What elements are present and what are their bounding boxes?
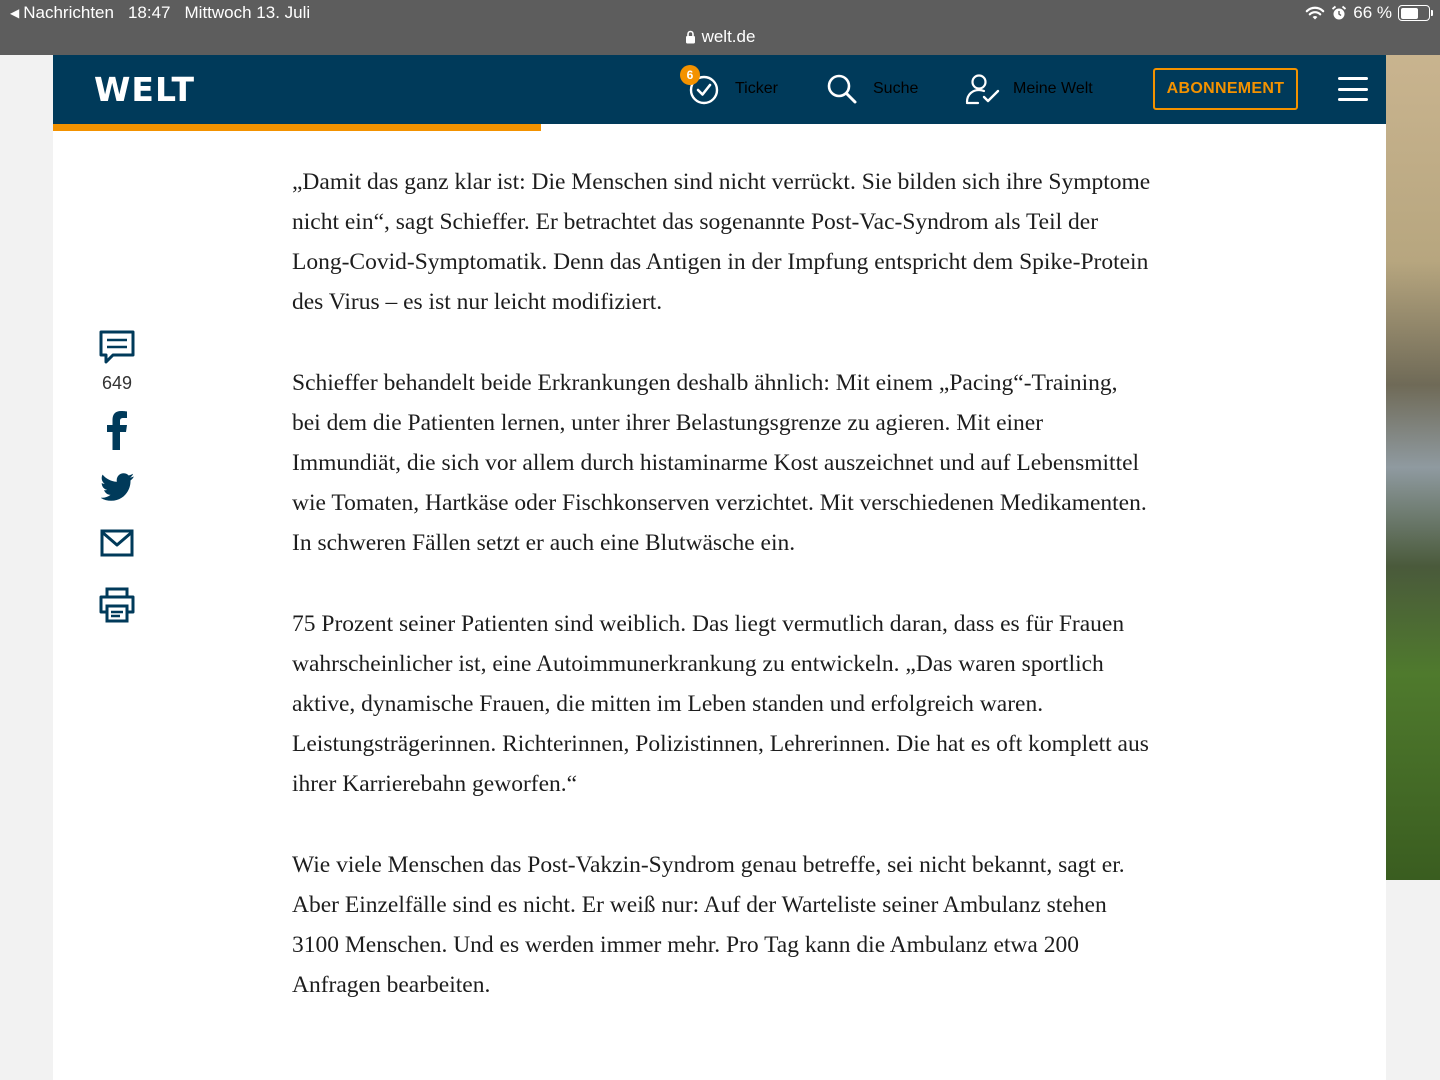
search-icon (825, 72, 859, 106)
my-account-button[interactable] (965, 67, 1093, 111)
article-body (292, 162, 1152, 1046)
lock-icon (685, 30, 696, 44)
search-label: Suche (873, 80, 919, 97)
status-time: 18:47 (127, 3, 171, 22)
reading-progress-bar (53, 124, 1386, 131)
twitter-icon[interactable] (101, 473, 135, 503)
comment-count[interactable]: 649 (101, 373, 133, 393)
battery-percent: 66 % (1353, 3, 1392, 22)
ios-status-bar (0, 0, 1440, 55)
user-check-icon (965, 72, 999, 106)
ticker-badge: 6 (680, 65, 700, 85)
ticker-label: Ticker (735, 80, 778, 97)
back-to-app-link[interactable]: Nachrichten (23, 3, 114, 22)
battery-icon (1398, 5, 1430, 21)
email-icon[interactable] (100, 529, 134, 557)
site-header (53, 55, 1386, 124)
article-paragraph: „Damit das ganz klar ist: Die Menschen sind nicht verrückt. Sie bilden sich ihre Symptome nicht ein“, sagt Schieffer. Er betrachtet das sogenannte Post-Vac-Syndrom als Teil der Long-Covid-Symptomatik. Denn das Antigen in der Impfung entspricht dem Spike-Protein des Virus – es ist nur leicht modifiziert. (292, 169, 1151, 315)
alarm-icon (1331, 5, 1347, 21)
battery-level (1401, 8, 1419, 19)
ticker-button[interactable] (687, 67, 778, 111)
print-icon[interactable] (98, 586, 136, 624)
background-photo (1386, 55, 1440, 880)
hamburger-menu-icon[interactable] (1338, 75, 1368, 103)
status-left (10, 3, 310, 23)
web-page (53, 55, 1386, 1080)
facebook-icon[interactable] (101, 410, 133, 450)
subscribe-button[interactable]: ABONNEMENT (1153, 68, 1298, 110)
clock-check-icon (686, 68, 721, 106)
comment-icon[interactable] (97, 328, 137, 368)
status-right (1305, 3, 1430, 23)
account-label: Meine Welt (1013, 80, 1093, 97)
address-bar[interactable] (0, 27, 1440, 47)
url-text[interactable]: welt.de (701, 27, 756, 46)
status-date: Mittwoch 13. Juli (184, 3, 311, 22)
article-paragraph: Schieffer behandelt beide Erkrankungen deshalb ähnlich: Mit einem „Pacing“-Training, bei dem die Patienten lernen, unter ihrer Belastungsgrenze zu agieren. Mit einer Immundiät, die sich vor allem durch histaminarme Kost auszeichnet und auf Lebensmittel wie Tomaten, Hartkäse oder Fischkonserven verzichtet. Mit verschiedenen Medikamenten. In schweren Fällen setzt er auch eine Blutwäsche ein. (292, 370, 1147, 556)
wifi-icon (1305, 5, 1325, 21)
back-arrow-icon[interactable]: ◀ (10, 6, 20, 20)
site-logo[interactable]: WELT (94, 70, 196, 109)
article-paragraph: Wie viele Menschen das Post-Vakzin-Syndrom genau betreffe, sei nicht bekannt, sagt er. Aber Einzelfälle sind es nicht. Er weiß nur: Auf der Warteliste seiner Ambulanz stehen 3100 Menschen. Und es werden immer mehr. Pro Tag kann die Ambulanz etwa 200 Anfragen bearbeiten. (292, 852, 1125, 998)
search-button[interactable] (825, 67, 918, 111)
article-paragraph: 75 Prozent seiner Patienten sind weiblich. Das liegt vermutlich daran, dass es für Frauen wahrscheinlicher ist, eine Autoimmunerkrankung zu entwickeln. „Das waren sportlich aktive, dynamische Frauen, die mitten im Leben standen und erfolgreich waren. Leistungsträgerinnen. Richterinnen, Polizistinnen, Lehrerinnen. Die hat es oft komplett aus ihrer Karrierebahn geworfen.“ (292, 611, 1149, 797)
reading-progress-fill (53, 124, 541, 131)
